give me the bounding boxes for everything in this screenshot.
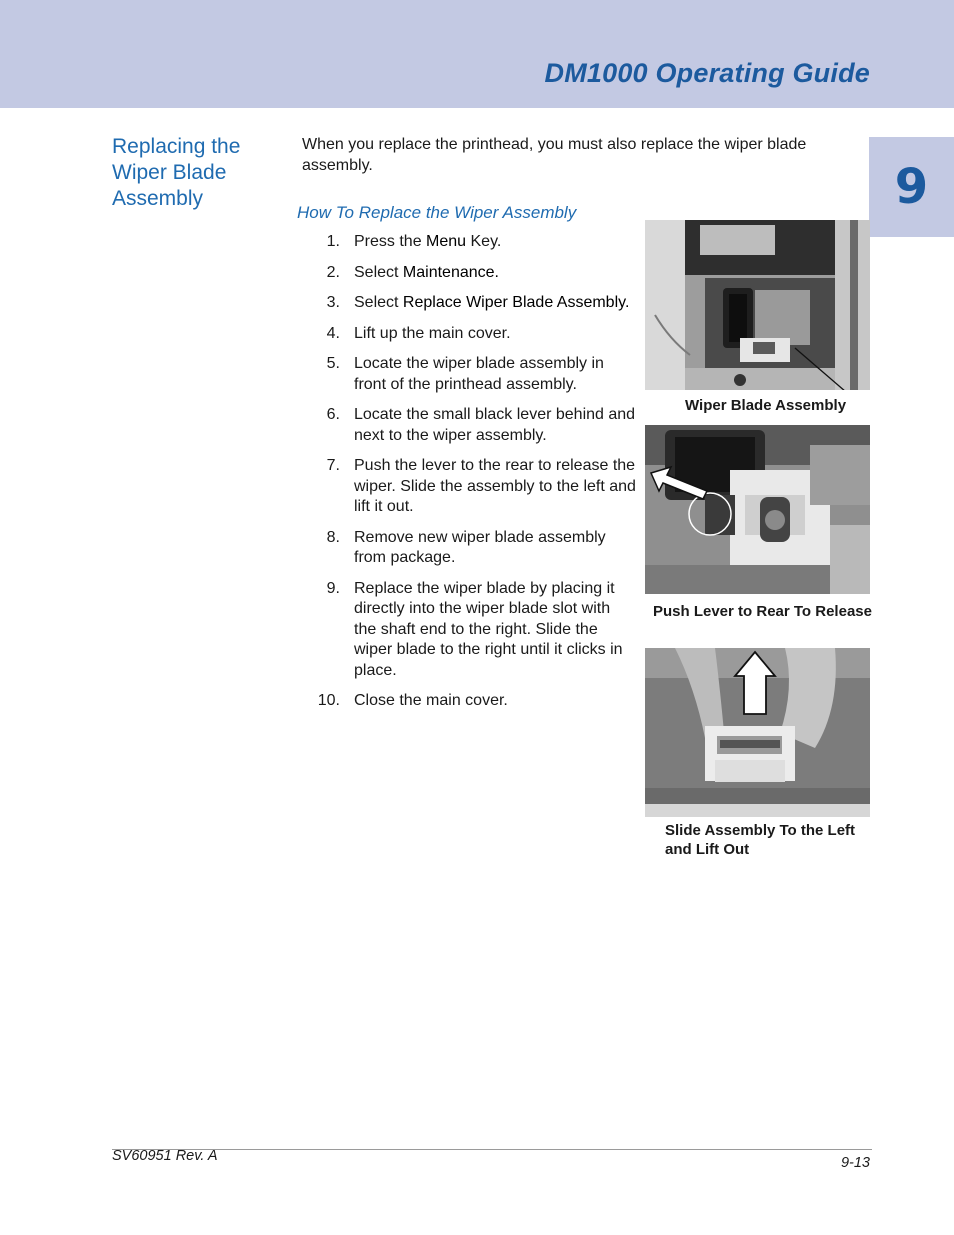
step-item bbox=[306, 405, 636, 446]
page-number: 9-13 bbox=[840, 1155, 870, 1171]
step-item bbox=[306, 354, 636, 395]
step-text: Press the bbox=[354, 233, 427, 250]
step-number: 9. bbox=[326, 579, 340, 597]
step-number: 2. bbox=[326, 263, 340, 281]
figure-caption: Slide Assembly To the Left and Lift Out bbox=[665, 822, 856, 858]
figure-caption: Push Lever to Rear To Release bbox=[653, 603, 872, 620]
procedure-heading: How To Replace the Wiper Assembly bbox=[297, 203, 577, 222]
step-item bbox=[306, 528, 636, 569]
chapter-number: 9 bbox=[894, 159, 929, 215]
step-text: Close the main cover. bbox=[354, 692, 508, 709]
step-item bbox=[306, 324, 636, 345]
lift-out-photo bbox=[645, 648, 870, 817]
step-text: Remove new wiper blade assembly from package. bbox=[354, 528, 606, 566]
step-text: Select bbox=[354, 294, 403, 311]
step-item bbox=[306, 579, 636, 682]
step-item bbox=[306, 293, 636, 314]
step-keyword: Menu bbox=[426, 233, 467, 250]
footer-divider bbox=[112, 1149, 872, 1150]
wiper-assembly-illustration bbox=[645, 220, 870, 390]
lift-out-illustration bbox=[645, 648, 870, 817]
step-text: Lift up the main cover. bbox=[354, 324, 511, 342]
wiper-assembly-photo bbox=[645, 220, 870, 390]
step-number: 1. bbox=[326, 233, 340, 250]
step-text: Select bbox=[354, 263, 403, 281]
section-title: Replacing the Wiper Blade Assembly bbox=[112, 135, 241, 210]
step-text: Locate the small black lever behind and next to the wiper assembly. bbox=[354, 406, 636, 444]
document-title: DM1000 Operating Guide bbox=[544, 58, 870, 88]
step-item bbox=[306, 456, 636, 518]
chapter-tab bbox=[869, 137, 954, 237]
step-number: 10. bbox=[317, 692, 340, 709]
figure-caption: Wiper Blade Assembly bbox=[685, 397, 847, 414]
step-number: 8. bbox=[326, 528, 340, 546]
step-text: Locate the wiper blade assembly in front of the printhead assembly. bbox=[354, 355, 604, 393]
intro-paragraph: When you replace the printhead, you must also replace the wiper blade assembly. bbox=[302, 136, 807, 174]
step-item bbox=[306, 263, 636, 284]
step-keyword: Replace Wiper Blade Assembly. bbox=[402, 294, 630, 311]
step-text: Key. bbox=[466, 233, 502, 250]
step-item bbox=[306, 232, 636, 253]
push-lever-photo bbox=[645, 425, 870, 594]
step-number: 3. bbox=[326, 294, 340, 311]
step-text: Push the lever to the rear to release the wiper. Slide the assembly to the left and lift it out. bbox=[354, 457, 636, 515]
step-keyword: Maintenance. bbox=[402, 263, 499, 281]
procedure-steps bbox=[306, 232, 636, 722]
header-band bbox=[0, 0, 954, 108]
step-number: 7. bbox=[326, 457, 340, 474]
step-number: 6. bbox=[326, 406, 340, 423]
push-lever-illustration bbox=[645, 425, 870, 594]
document-id: SV60951 Rev. A bbox=[112, 1148, 218, 1164]
step-text: Replace the wiper blade by placing it directly into the wiper blade slot with the shaft end to the right. Slide the wiper blade to the right until it clicks in place. bbox=[354, 579, 623, 679]
step-item bbox=[306, 691, 636, 712]
step-number: 5. bbox=[326, 355, 340, 372]
step-number: 4. bbox=[326, 324, 340, 342]
